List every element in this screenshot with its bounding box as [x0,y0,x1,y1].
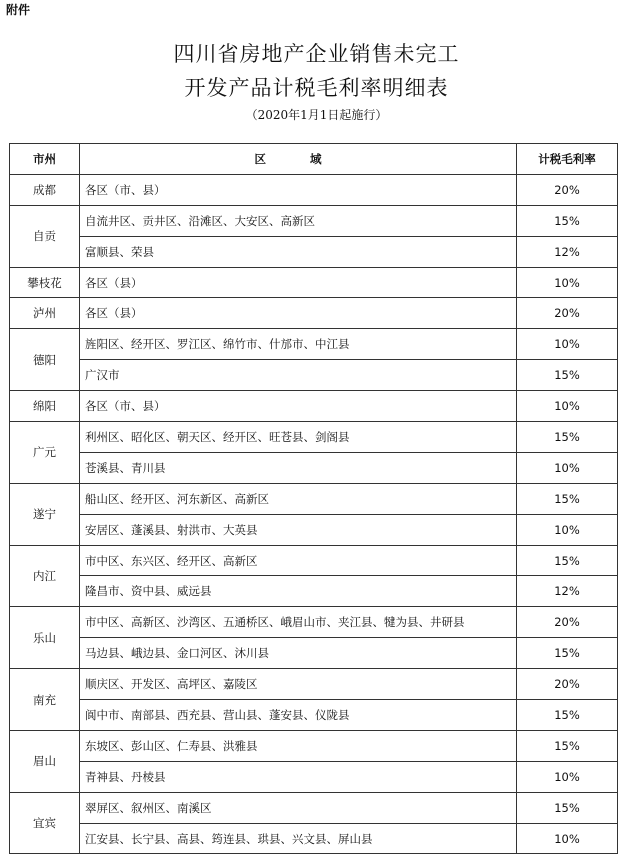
city-cell: 内江 [10,545,80,607]
area-cell: 自流井区、贡井区、沿滩区、大安区、高新区 [80,205,517,236]
area-cell: 市中区、高新区、沙湾区、五通桥区、峨眉山市、夹江县、犍为县、井研县 [80,607,517,638]
table-row [10,700,618,731]
city-cell: 自贡 [10,205,80,267]
city-cell: 成都 [10,174,80,205]
rate-cell: 15% [517,422,618,453]
rate-cell: 15% [517,205,618,236]
rate-cell: 10% [517,761,618,792]
table-row [10,236,618,267]
area-cell: 各区（市、县） [80,391,517,422]
area-cell: 苍溪县、青川县 [80,452,517,483]
table-row [10,792,618,823]
table-row [10,205,618,236]
rate-cell: 10% [517,823,618,854]
rate-cell: 15% [517,730,618,761]
area-cell: 安居区、蓬溪县、射洪市、大英县 [80,514,517,545]
area-cell: 利州区、昭化区、朝天区、经开区、旺苍县、剑阁县 [80,422,517,453]
table-header-row [10,144,618,175]
table-row [10,267,618,298]
gross-margin-table [9,143,618,854]
area-cell: 翠屏区、叙州区、南溪区 [80,792,517,823]
header-rate: 计税毛利率 [517,144,618,175]
area-cell: 东坡区、彭山区、仁寿县、洪雅县 [80,730,517,761]
rate-cell: 20% [517,174,618,205]
table-row [10,360,618,391]
area-cell: 富顺县、荣县 [80,236,517,267]
document-title-line1: 四川省房地产企业销售未完工 [173,42,460,66]
rate-cell: 10% [517,452,618,483]
area-cell: 马边县、峨边县、金口河区、沐川县 [80,638,517,669]
rate-cell: 15% [517,483,618,514]
city-cell: 眉山 [10,730,80,792]
table-row [10,761,618,792]
area-cell: 广汉市 [80,360,517,391]
table-row [10,422,618,453]
table-row [10,823,618,854]
table-row [10,329,618,360]
table-row [10,174,618,205]
rate-cell: 15% [517,700,618,731]
table-row [10,576,618,607]
table-row [10,452,618,483]
city-cell: 绵阳 [10,391,80,422]
table-row [10,545,618,576]
document-title-line2: 开发产品计税毛利率明细表 [184,76,449,100]
table-row [10,669,618,700]
area-cell: 各区（市、县） [80,174,517,205]
table-row [10,514,618,545]
table-row [10,483,618,514]
area-cell: 各区（县） [80,267,517,298]
attachment-label: 附件 [6,3,31,17]
rate-cell: 20% [517,607,618,638]
area-cell: 青神县、丹棱县 [80,761,517,792]
city-cell: 泸州 [10,298,80,329]
area-cell: 各区（县） [80,298,517,329]
rate-cell: 10% [517,391,618,422]
rate-cell: 20% [517,298,618,329]
table-body [10,174,618,854]
area-cell: 船山区、经开区、河东新区、高新区 [80,483,517,514]
effective-date-subtitle: （2020年1月1日起施行） [245,108,388,122]
header-city: 市州 [10,144,80,175]
table-row [10,607,618,638]
city-cell: 遂宁 [10,483,80,545]
rate-cell: 20% [517,669,618,700]
area-cell: 隆昌市、资中县、威远县 [80,576,517,607]
area-cell: 顺庆区、开发区、高坪区、嘉陵区 [80,669,517,700]
table-row [10,638,618,669]
city-cell: 攀枝花 [10,267,80,298]
city-cell: 宜宾 [10,792,80,854]
rate-cell: 12% [517,576,618,607]
rate-cell: 15% [517,545,618,576]
header-area: 区 域 [80,144,517,175]
rate-cell: 15% [517,792,618,823]
rate-cell: 15% [517,360,618,391]
rate-cell: 12% [517,236,618,267]
city-cell: 德阳 [10,329,80,391]
rate-cell: 15% [517,638,618,669]
area-cell: 江安县、长宁县、高县、筠连县、珙县、兴文县、屏山县 [80,823,517,854]
city-cell: 广元 [10,422,80,484]
table-row [10,730,618,761]
rate-cell: 10% [517,514,618,545]
area-cell: 市中区、东兴区、经开区、高新区 [80,545,517,576]
city-cell: 南充 [10,669,80,731]
rate-cell: 10% [517,329,618,360]
table-row [10,298,618,329]
area-cell: 旌阳区、经开区、罗江区、绵竹市、什邡市、中江县 [80,329,517,360]
area-cell: 阆中市、南部县、西充县、营山县、蓬安县、仪陇县 [80,700,517,731]
city-cell: 乐山 [10,607,80,669]
table-row [10,391,618,422]
rate-cell: 10% [517,267,618,298]
